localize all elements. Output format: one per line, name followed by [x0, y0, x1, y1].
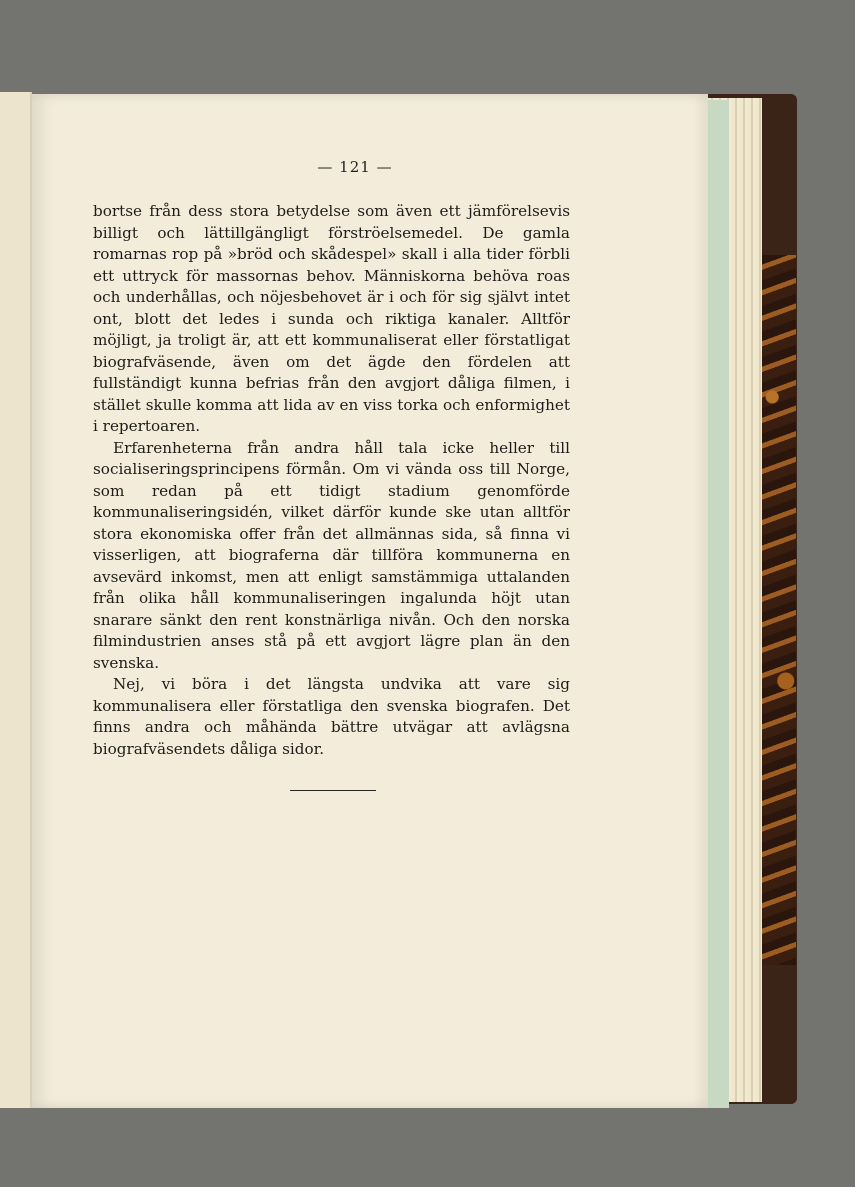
marbled-edge [762, 255, 796, 965]
book-page [32, 94, 708, 1108]
body-text [93, 201, 570, 760]
section-rule [290, 790, 376, 791]
paragraph: Erfarenheterna från andra håll tala icke heller till socialiseringsprincipens förmån. Om vi vända oss till Norge, som redan på ett tidigt stadium genomförde kommunaliseringsidén, vilket därför kunde ske utan alltför stora ekonomiska offer från det allmännas sida, så finna vi visserligen, att biograferna där tillföra kommunerna en avsevärd inkomst, men att enligt samstämmiga uttalanden från olika håll kommunaliseringen ingalunda höjt utan snarare sänkt den rent konstnärliga nivån. Och den norska filmindustrien anses stå på ett avgjort lägre plan än den svenska. [93, 438, 570, 672]
page-number: — 121 — [317, 158, 393, 176]
paragraph: bortse från dess stora betydelse som även ett jämförelsevis billigt och lättillgängligt förströelsemedel. De gamla romarnas rop på »bröd och skådespel» skall i alla tider förbli ett uttryck för massornas behov. Människorna behöva roas och underhållas, och nöjesbehovet är i och för sig självt intet ont, blott det ledes i sunda och riktiga kanaler. Alltför möjligt, ja troligt är, att ett kommunaliserat eller förstatligat biografväsende, även om det ägde den fördelen att fullständigt kunna befrias från den avgjort dåliga filmen, i stället skulle komma att lida av en viss torka och enformighet i repertoaren. [93, 202, 570, 435]
paragraph: Nej, vi böra i det längsta undvika att vare sig kommunalisera eller förstatliga den svenska biografen. Det finns andra och måhända bättre utvägar att avlägsna biografväsendets dåliga sidor. [93, 675, 570, 758]
left-page-edge [0, 92, 32, 1108]
